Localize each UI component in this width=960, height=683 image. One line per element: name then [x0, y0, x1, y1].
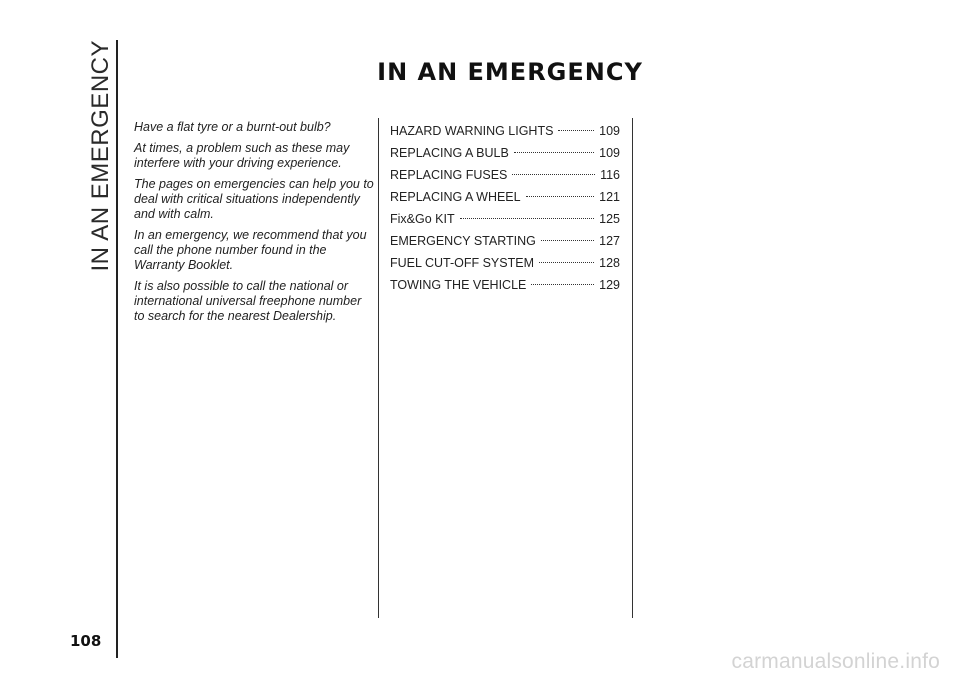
table-of-contents [390, 124, 620, 300]
toc-item-page: 127 [599, 234, 620, 248]
toc-item-page: 109 [599, 124, 620, 138]
toc-item-page: 129 [599, 278, 620, 292]
toc-item-label: REPLACING FUSES [390, 168, 508, 182]
toc-leader-dots [558, 130, 594, 131]
toc-item-replacing-a-bulb[interactable] [390, 146, 620, 168]
toc-item-page: 109 [599, 146, 620, 160]
toc-item-label: TOWING THE VEHICLE [390, 278, 527, 292]
toc-item-replacing-a-wheel[interactable] [390, 190, 620, 212]
toc-item-page: 116 [600, 168, 620, 182]
toc-leader-dots [460, 218, 595, 219]
side-divider-line [116, 40, 118, 658]
toc-leader-dots [526, 196, 595, 197]
side-chapter-title-wrap [84, 40, 118, 300]
toc-item-label: EMERGENCY STARTING [390, 234, 536, 248]
toc-item-towing-the-vehicle[interactable] [390, 278, 620, 300]
toc-item-label: Fix&Go KIT [390, 212, 455, 226]
column-divider-left [378, 118, 379, 618]
side-chapter-title: IN AN EMERGENCY [87, 40, 114, 272]
toc-item-fix-and-go-kit[interactable] [390, 212, 620, 234]
watermark-text: carmanualsonline.info [731, 650, 940, 673]
toc-item-emergency-starting[interactable] [390, 234, 620, 256]
page-title: IN AN EMERGENCY [377, 58, 643, 86]
toc-item-replacing-fuses[interactable] [390, 168, 620, 190]
toc-leader-dots [514, 152, 594, 153]
toc-item-label: REPLACING A WHEEL [390, 190, 521, 204]
toc-leader-dots [539, 262, 594, 263]
toc-item-page: 125 [599, 212, 620, 226]
intro-paragraph: At times, a problem such as these may interfere with your driving experience. [134, 141, 350, 170]
toc-item-page: 128 [599, 256, 620, 270]
toc-leader-dots [512, 174, 595, 175]
intro-paragraph: Have a flat tyre or a burnt-out bulb? [134, 120, 331, 134]
column-divider-right [632, 118, 633, 618]
toc-item-hazard-warning-lights[interactable] [390, 124, 620, 146]
intro-text [134, 120, 374, 330]
intro-paragraph: In an emergency, we recommend that you call the phone number found in the Warranty Booklet. [134, 228, 367, 272]
toc-item-label: FUEL CUT-OFF SYSTEM [390, 256, 534, 270]
intro-paragraph: It is also possible to call the national or international universal freephone number to search for the nearest Dealership. [134, 279, 362, 323]
intro-paragraph: The pages on emergencies can help you to deal with critical situations independently and with calm. [134, 177, 374, 221]
toc-item-page: 121 [599, 190, 620, 204]
toc-leader-dots [531, 284, 594, 285]
page-number: 108 [70, 632, 102, 650]
toc-leader-dots [541, 240, 594, 241]
toc-item-fuel-cut-off-system[interactable] [390, 256, 620, 278]
toc-item-label: REPLACING A BULB [390, 146, 509, 160]
toc-item-label: HAZARD WARNING LIGHTS [390, 124, 554, 138]
